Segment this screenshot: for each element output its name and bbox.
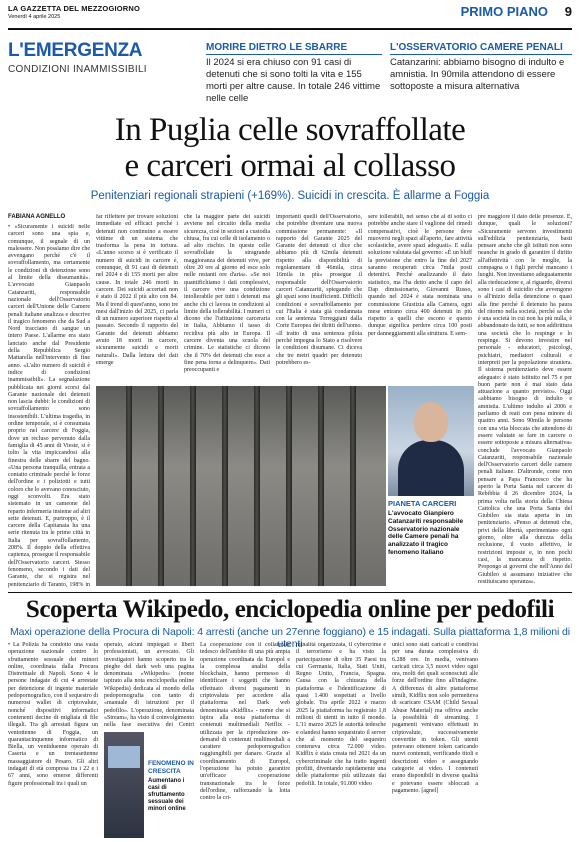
lawyer-portrait-photo (388, 386, 474, 496)
caption-text: L'avvocato Gianpiero Catanzariti responsabile Osservatorio nazionale delle Camere penali ha analizzato il tragico fenomeno italiano (388, 510, 464, 556)
box-text: Catanzarini: abbiamo bisogno di indulto e amnistia. In 90mila attendono di essere sottoposte a misura alternativa (390, 57, 565, 92)
prison-bars-photo (96, 386, 386, 586)
article2-column-2: operaio, alcuni impiegati e liberi professionisti, un avvocato. Gli investigatori hanno scoperto tra le pieghe del dark web una pagina denominata «Wikipedo» (nome ispirato alla nota enciclopedia online Wikipedia) dedicata al mondo della pedopornografia con tanto di «manuale di istruzioni per il pedofilo». L'operazione, denominata «Stream», ha visto il coinvolgimento nella fase esecutiva dei Centri (104, 642, 194, 728)
header-rule (8, 28, 572, 30)
article-column-3: che la maggior parte dei suicidi avviene nel circuito della media sicurezza, cioè in sezioni a custodia chiusa, fra cui celle di isolamento o ad alto rischio. In queste celle sovraffollate la stragrande maggioranza dei detenuti vive, per oltre 20 ore al giorno ed esce solo nelle restanti ore d'aria». «Se noi quantifichiamo i dati complessivi, il carcere vive una condizione intollerabile per tutti i detenuti ma anche chi ci lavora in condizioni al limite della tollerabilità. I numeri ci dicono che l'istituzione carceraria in Italia, Abbiamo il tasso di recidiva più alto in Europa. Il carcere diventa una scuola del crimine. Le statistiche ci dicono che il 70% dei detenuti che esce a fine pena torna a delinquere». Dati preoccupanti e (184, 214, 270, 374)
bar (254, 386, 260, 586)
article-column-2: far riflettere per trovare soluzioni immediate ed efficaci perché i detenuti non continuino a essere vittime di un sistema che trasforma la pena in tortura. «L'anno scorso si è verificato il numero di suicidi in carcere è, comunque, di 91 casi di detenuti nel 2024 e di 155 morti per altre cause. In totale 246 morti in carcere. Dei suicidi accertati non è stato il 2022 il più alto con 84. Ma il trend di quest'anno, sono tre mesi dall'inizio del 2025, ci parla di un numero superiore rispetto al passato. Secondo il rapporto del Garante dei detenuti abbiamo avuto 18 morti in carcere, sicuramente suicidi e morti naturali». Dalla lettura dei dati emerge (96, 214, 178, 366)
page-number: 9 (564, 4, 572, 19)
screen-shape (108, 746, 140, 768)
article-divider (8, 592, 572, 593)
kicker-title: L'EMERGENZA (8, 40, 143, 61)
main-headline (8, 112, 572, 184)
sidebar-box-observatory (390, 42, 572, 93)
photo-caption-2 (148, 760, 194, 813)
article2-column-1: • La Polizia ha condotto una vasta operazione nazionale contro lo sfruttamento sessuale dei minori online, coordinata dalla Procura Distrettuale di Napoli. Sono 4 le persone indagate di cui 4 arrestate per detenzione di ingente materiale pedopornografico, con il sequestro di numerosi wallet di criptovalute, nonché dispositivi informatici contenenti decine di migliaia di file illegali. Tra gli arrestati figura un ventottenne di Foggia, un quarantacinquenne informatico di Biella, un ventiduenne operaio di Caserta e un trentasettenne massaggiatore di Pesaro. Gli altri indagati di età compresa tra i 22 e i 67 anni, sono emerse differenti figure professionali tra i quali un (8, 642, 98, 787)
kicker (8, 40, 203, 75)
online-abuse-photo (104, 732, 144, 838)
portrait-head (414, 402, 448, 442)
bar (222, 386, 228, 586)
caption-text: Aumentano i casi di sfruttamento sessuale dei minori online (148, 778, 186, 812)
sidebar-box-deaths (206, 42, 382, 105)
article2-column-5: unici sono stati caricati e condivisi per una durata complessiva di 6.288 ore. In media, venivano caricati circa 3,5 nuovi video ogni ora, molti dei quali sconosciuti alle forze dell'ordine fino all'indagine. A differenza di altre piattaforme simili, Kidflix non solo permetteva di scaricare CSAM (Child Sexual Abuse Material) ma offriva anche la possibilità di streaming. I pagamenti venivano effettuati in criptovalute, successivamente convertite in token. Gli utenti potevano ottenere token caricando nuovi contenuti, verificando titoli e descrizioni video e assegnando categorie ai video. I contenuti erano disponibili in diverse qualità e potevano essere sbloccati a pagamento. [agnel] (392, 642, 478, 794)
issue-date: Venerdì 4 aprile 2025 (8, 14, 61, 20)
bar (126, 386, 132, 586)
bar (190, 386, 196, 586)
section-label: PRIMO PIANO (460, 4, 548, 19)
caption-title: FENOMENO IN CRESCITA (148, 760, 194, 775)
headline-line-2: e carceri ormai al collasso (124, 148, 456, 184)
bar (158, 386, 164, 586)
caption-title: PIANETA CARCERI (388, 499, 457, 508)
byline: FABIANA AGNELLO (8, 214, 66, 220)
article-column-1: • «Sicuramente i suicidi nelle carceri sono una spia e, comunque, il segnale di un malessere. Non possiamo dire che avvengano perché c'è il sovraffollamento, ma certamente le condizioni di detenzione sono al limite della dissumanità». L'avvocato Gianpaolo Catanzariti, responsabile nazionale dell'Osservatorio carceri dell'Unione delle Camere penali italiane analizza e descrive il tragico fenomeno che da Sud a Nord tracciano di sangue un intero Paese. L'allarme era stato lanciato anche dal Presidente della Repubblica Sergio Mattarella nell'intervento di fine anno. «L'alto numero di suicidi è indice di condizioni inammissibili». La segnalazione pubblicata nei giorni scorsi dal Garante nazionale dei detenuti non lascia dubbi: le condizioni di sovraffollamento sono insostenibili. L'ultima tragedia, in ordine temporale, si è consumata proprio nel carcere di Foggia, dove un recluso pervenuto dalla famiglia di 45 anni di Vieste, si è tolto la vita impiccandosi alla finestra delle sbarre del bagno. «Una persona tranquilla, entrata a contatto criminale perché le forze dell'ordine e i poliziotti e tutti coloro che lo avevano conosciuto, oggi sconvolti. Era stato sistemato in un cameone del reparto infermeria insieme ad altri sette detenuti. E, purtroppo, è il carcere della Capitanata ha una serie ritenuta tra le prime città in Italia per sovraffollamento, 208%. Il doppio della effettiva capienza, prosegue il responsabile dell'Osservatorio carceri. Stesso fenomeno, secondo i dati del Garante, che si registra nel penitenziario di Taranto, 198% in (8, 224, 90, 588)
box-title: MORIRE DIETRO LE SBARRE (206, 42, 382, 55)
bar (350, 386, 356, 586)
article2-column-4: minalità organizzata, il cybercrime e il terrorismo e ha visto la partecipazione di oltre 35 Paesi tra cui Germania, Italia, Stati Uniti, Regno Unito, Francia, Spagna. Causa con la chiusura della piattaforma e l'identificazione di quasi 1.400 sospettati a livello globale. Tra aprile 2022 e marzo 2025 la piattaforma ha registrato 1,8 milioni di utenti in tutto il mondo. L'11 marzo 2025 le autorità tedesche e olandesi hanno sequestrato il server che al momento del sequestro conteneva circa 72.000 video. Kidflix è stata creata nel 2021 da un cybercriminale che ha tratto ingenti profitti, diventando rapidamente una delle piattaforme più utilizzate dai pedofili. In totale, 91.000 video (296, 642, 386, 787)
main-subhead: Penitenziari regionali strapieni (+169%). Suicidi in crescita. È allarme a Foggia (90, 190, 490, 202)
box-title: L'OSSERVATORIO CAMERE PENALI (390, 42, 572, 55)
page-header (8, 4, 572, 30)
box-text: Il 2024 si era chiuso con 91 casi di detenuti che si sono tolti la vita e 155 morti per altre cause. In totale 246 vittime nelle celle (206, 57, 381, 104)
portrait-body (398, 440, 464, 496)
bar (286, 386, 292, 586)
second-subhead: Maxi operazione della Procura di Napoli: 4 arresti (anche un 27enne foggiano) e 15 indagati. Sulla piattaforma 1,8 milioni di utenti (9, 626, 571, 650)
photo-caption (388, 500, 474, 586)
bar (318, 386, 324, 586)
headline-line-1: In Puglia celle sovraffollate (114, 112, 466, 148)
masthead: LA GAZZETTA DEL MEZZOGIORNO (8, 4, 141, 13)
article-column-4: importanti quelli dell'Osservatorio, che potrebbe diventare una nuova commissione permanente: «Il rapporto del Garante 2025 del Garante dei detenuti ci dice che abbiamo più di 62mila detenuti rispetto alla disponibilità di regolamentare di 46mila, circa 16mila in più» prosegue il responsabile dell'Osservatorio carceri Catanzariti, spiegando che gli spazi sono insufficienti. Difficili condizioni e sovraffollamento per cui l'Italia è stata già condannata con la sentenza Torreggiani dalla Corte Europea dei diritti dell'uomo. «Il tratto di una sentenza pilota perché impegna lo Stato a risolvere le condizioni disumane. Ci diceva che tre metri quadri per detenuto potrebbero es- (276, 214, 362, 366)
second-headline: Scoperta Wikipedo, enciclopedia online per pedofili (25, 596, 555, 623)
article2-column-3: La cooperazione con il collaterale tedesco dell'ambito di una più ampia operazione coordinata da Europol e la complessa analisi della blockchain, hanno permesso di identificare i soggetti che hanno effettuato diversi pagamenti in criptovaluta per accedere alla piattaforma nel Dark web denominata «Kidflix» - nome che si ispira alla nota piattaforma di contenuti multimediali Netflix - utilizzata per la riproduzione on-demand di contenuti multimediali a carattere pedopornografico raggiungibili per danaro. Grazie al coordinamento di Europol, l'operazione ha potuto garantire un'efficace cooperazione transnazionale tra le forze dell'ordine, rafforzando la lotta contro la cri- (200, 642, 290, 802)
kicker-subtitle: CONDIZIONI INAMMISSIBILI (8, 64, 147, 75)
article-column-5: sere tollerabili, nel senso che al di sotto ci potrebbe anche stare il vaglione del rimedi compensativi, cioè le persone deve muoversi negli spazi all'aperto, fare attività scolastiche, avere spazi adeguati». E sulla soluzione valutata dal governo: «È un bluff la previsione che entro la fine del 2027 saranno recuperati circa 7mila posti detentivi. Perché analizzando il dato statistico, ma l'ha detto anche il capo del Dap dimissionario, Giovanni Russo, quando nel 2024 è stata nominata una commissione Giustizia alla Camera, ogni mese entrano circa 400 detenuti in più rispetto a quelli che escono e questo dunque significa perdere circa 100 posti per danneggiamenti alla struttura. E sem- (368, 214, 472, 337)
article-column-6: pre maggiore il dato delle presenze. E, dunque, quali le soluzioni? «Sicuramente servono investimenti sull'edilizia penitenziaria, basti pensare anche che gli istituti non sono neanche in grado di garantire il diritto all'affettività con le moglie, la compagna o i figli perché mancano i luoghi. Non investiamo adeguatamente alla rieducazione e, al riguardo, diversi sono i casi di suicidio che avvengono o all'inizio della detenzione o quasi alla fine perché il detenuto ha paura del ritorno nella società, perché sa che è una società in cui non ha più nulla, è abbandonato da tutti, se non addirittura una società che lo respinge e lo respinge. Si devono investire nel personale - educatori, psicologi, psichiatri, mediatori culturali e interpreti per la popolazione straniera. Il sistema penitenziario deve essere adeguato: è stato istituito nel 75 e per buon parte non è mai stato data attuazione a quanto previsto». Oggi «abbiamo bisogno di indulto e amnistia. L'ultimo indulto al 2006 e parliamo di reati con pena minore di quattro anni. Sono 90mila le persone con una vita bloccata che attendono di essere valutate se fare in carcere o essere sottoposte a misura alternativa» conclude l'avvocato Gianpaolo Catanzariti, responsabile nazionale dell'Osservatorio carceri delle camere penali italiane. D'altronde, come non pensare a Papa Francesco che ha aperto la Porta Santa nel carcere di Rebibbia il 26 dicembre 2024, la prima volta nella storia della Chiesa Cattolica che una Porta Santa del Giubileo sia stata aperta in un penitenziario. «Penso ai detenuti che, privi della libertà, sperimentano ogni giorno, oltre alla durezza della reclusione, il vuoto affettivo, le restrizioni imposte e, in non pochi casi, la mancanza di rispetto. Propongo ai governi che nell'Anno del Giubileo si assumano iniziative che restituiscano speranza». (478, 214, 572, 585)
